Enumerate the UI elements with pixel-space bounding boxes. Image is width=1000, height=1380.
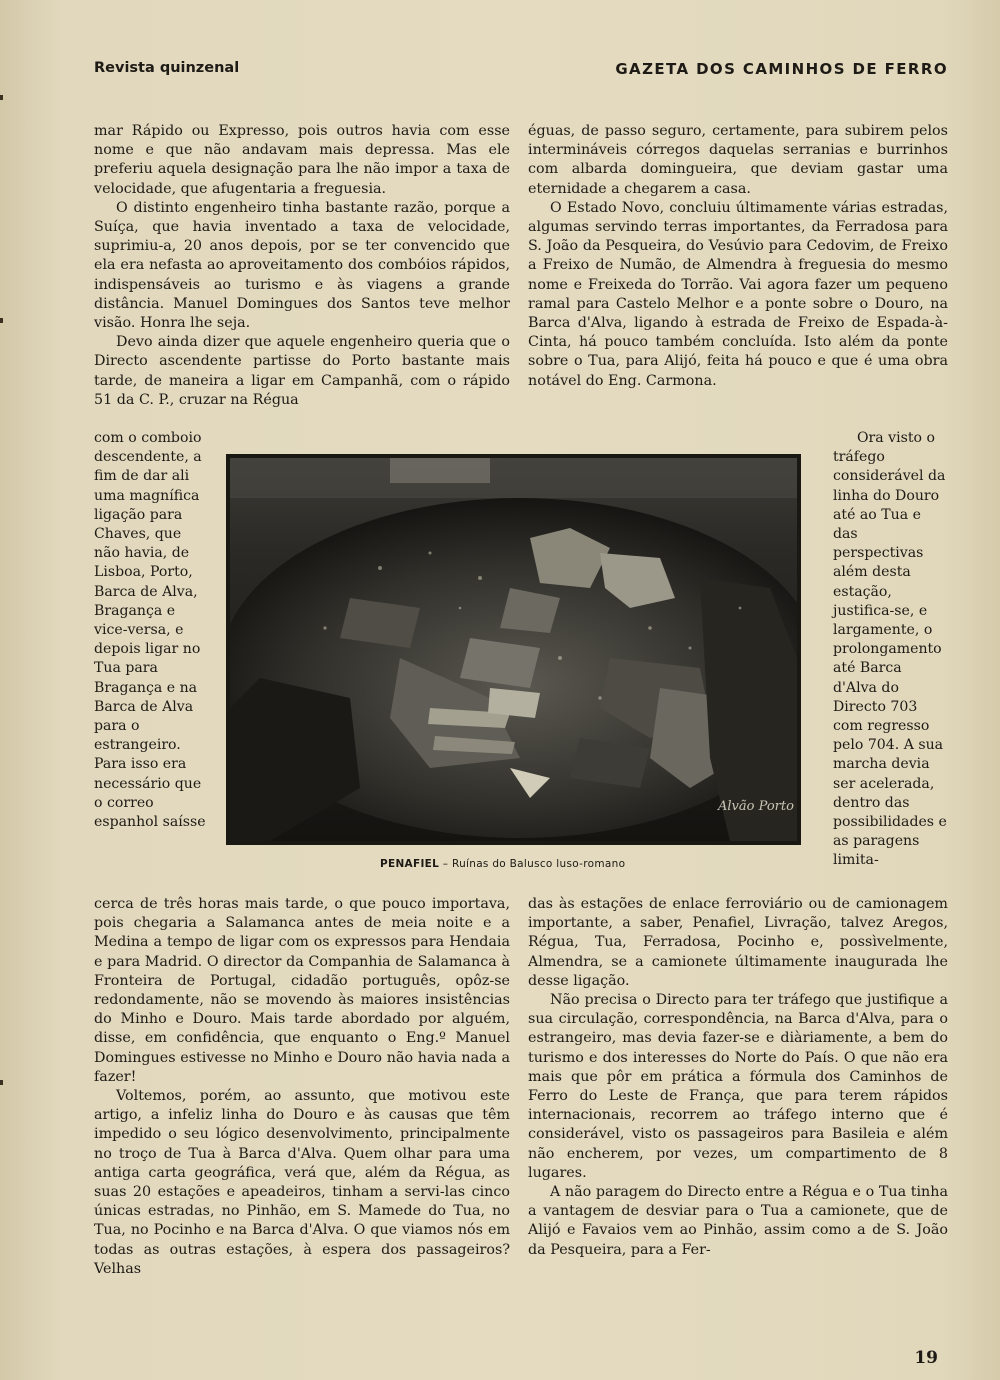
paragraph: Devo ainda dizer que aquele engenheiro queria que o Directo ascendente partisse do Porto bastante mais tarde, de maneira a ligar em Campanhã, com o rápido 51 da C. P., cruzar na Régua xyxy=(94,334,510,408)
left-column-top xyxy=(94,122,510,410)
page-number: 19 xyxy=(914,1348,938,1368)
margin-mark xyxy=(0,318,3,323)
photo-caption xyxy=(380,858,680,870)
right-wrap-column xyxy=(833,429,948,871)
left-column-bottom xyxy=(94,895,510,1279)
caption-place: PENAFIEL xyxy=(380,858,440,870)
paragraph: com o comboio descendente, a fim de dar ali uma magnífica ligação para Chaves, que não havia, de Lisboa, Porto, Barca de Alva, Bragança e vice-versa, e depois ligar no Tua para Bragança e na Barca de Alva para o estrangeiro. Para isso era necessário que o correo espanhol saísse xyxy=(94,430,206,831)
right-column-top xyxy=(528,122,948,391)
paragraph: éguas, de passo seguro, certamente, para subirem pelos intermináveis córregos daquelas serranias e burrinhos com albarda domingueira, que deviam gastar uma eternidade a chegarem a casa. xyxy=(528,123,948,197)
header-right: GAZETA DOS CAMINHOS DE FERRO xyxy=(615,60,948,78)
margin-mark xyxy=(0,1080,3,1085)
header-left: Revista quinzenal xyxy=(94,60,240,76)
photo-signature: Alvão Porto xyxy=(718,799,794,814)
ruins-photo-image xyxy=(230,458,797,841)
margin-mark xyxy=(0,95,3,100)
paragraph: Não precisa o Directo para ter tráfego que justifique a sua circulação, correspondência, na Barca d'Alva, para o estrangeiro, mas devia fazer-se e diàriamente, a bem do turismo e dos interesses do Norte do País. O que não era mais que pôr em prática a fórmula dos Caminhos de Ferro do Leste de França, que para terem rápidos internacionais, recorrem ao tráfego interno que é considerável, visto os passageiros para Basileia e além não encherem, por vezes, um compartimento de 8 lugares. xyxy=(528,992,948,1181)
paragraph: mar Rápido ou Expresso, pois outros havia com esse nome e que não andavam mais depressa. Mas ele preferiu aquela designação para lhe não impor a taxa de velocidade, que afugentaria a freguesia. xyxy=(94,123,510,197)
paragraph: Ora visto o tráfego considerável da linha do Douro até ao Tua e das perspectivas além desta estação, justifica-se, e largamente, o prolongamento até Barca d'Alva do Directo 703 com regresso pelo 704. A sua marcha devia ser acelerada, dentro das possibilidades e as paragens limita- xyxy=(833,430,947,869)
paragraph: cerca de três horas mais tarde, o que pouco importava, pois chegaria a Salamanca antes de meia noite e a Medina a tempo de ligar com os expressos para Hendaia e para Madrid. O director da Companhia de Salamanca à Fronteira de Portugal, cidadão português, opôz-se redondamente, não se movendo às maiores insistências do Minho e Douro. Mais tarde abordado por alguém, disse, em confidência, que enquanto o Eng.º Manuel Domingues estivesse no Minho e Douro não havia nada a fazer! xyxy=(94,896,510,1085)
paragraph: O Estado Novo, concluiu últimamente várias estradas, algumas servindo terras importantes, da Ferradosa para S. João da Pesqueira, do Vesúvio para Cedovim, de Freixo a Freixo de Numão, de Almendra à freguesia do mesmo nome e Freixeda do Torrão. Vai agora fazer um pequeno ramal para Castelo Melhor e a ponte sobre o Douro, na Barca d'Alva, ligando à estrada de Freixo de Espada-à-Cinta, há pouco também concluída. Isto além da ponte sobre o Tua, para Alijó, feita há pouco e que é uma obra notável do Eng. Carmona. xyxy=(528,199,948,389)
left-wrap-column xyxy=(94,429,209,832)
paragraph: Voltemos, porém, ao assunto, que motivou este artigo, a infeliz linha do Douro e às causas que têm impedido o seu lógico desenvolvimento, principalmente no troço de Tua à Barca d'Alva. Quem olhar para uma antiga carta geográfica, verá que, além da Régua, as suas 20 estações e apeadeiros, tinham a servi-las cinco únicas estradas, no Pinhão, em S. Mamede do Tua, no Tua, no Pocinho e na Barca d'Alva. O que viamos nós em todas as outras estações, à espera dos passageiros? Velhas xyxy=(94,1088,510,1277)
ruins-photo xyxy=(230,458,797,841)
paragraph: das às estações de enlace ferroviário ou de camionagem importante, a saber, Penafiel, Livração, talvez Aregos, Régua, Tua, Ferradosa, Pocinho e, possìvelmente, Almendra, se a camionete últimamente inaugurada lhe desse ligação. xyxy=(528,896,948,989)
right-column-bottom xyxy=(528,895,948,1260)
paragraph: O distinto engenheiro tinha bastante razão, porque a Suíça, que havia inventado a taxa de velocidade, suprimiu-a, 20 anos depois, por se ter convencido que ela era nefasta ao aproveitamento dos combóios rápidos, indispensáveis ao turismo e às viagens a grande distância. Manuel Domingues dos Santos teve melhor visão. Honra lhe seja. xyxy=(94,199,510,332)
paragraph: A não paragem do Directo entre a Régua e o Tua tinha a vantagem de desviar para o Tua a camionete, que de Alijó e Favaios vem ao Pinhão, assim como a de S. João da Pesqueira, para a Fer- xyxy=(528,1184,948,1258)
caption-text: – Ruínas do Balusco luso-romano xyxy=(439,858,626,870)
running-head xyxy=(94,60,948,84)
